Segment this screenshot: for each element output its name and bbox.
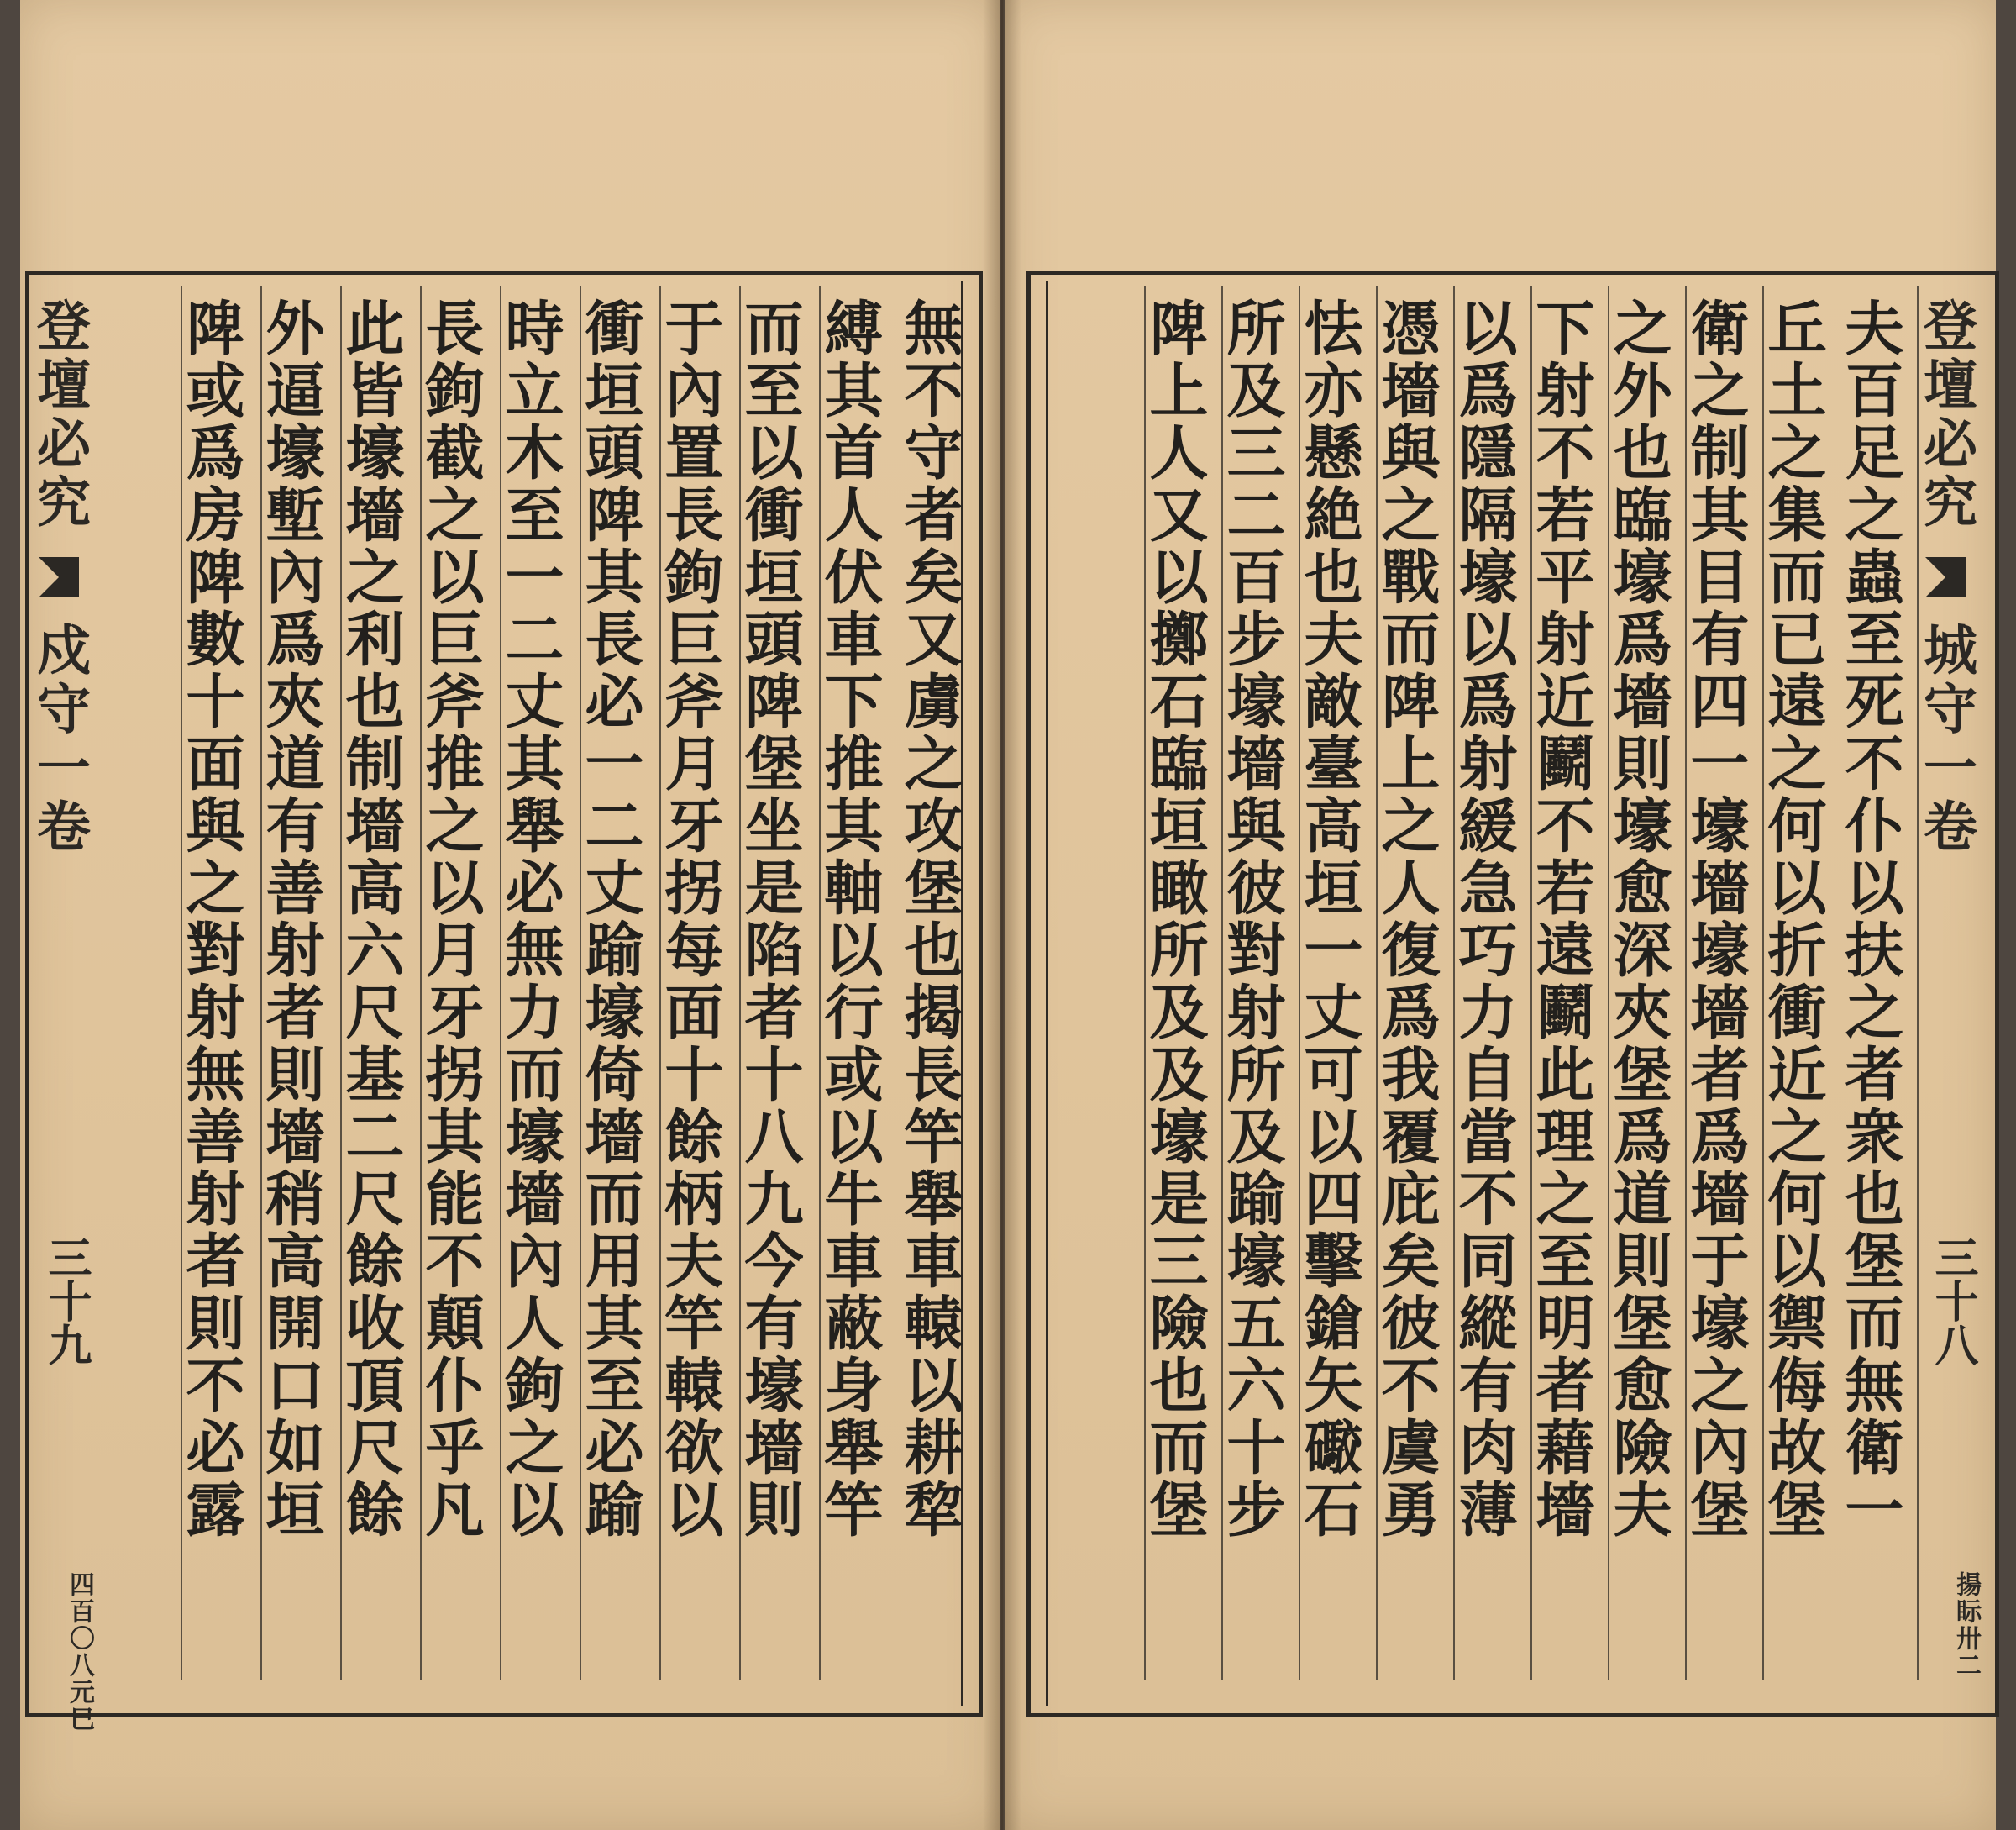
right-margin-column xyxy=(1914,286,1984,1680)
left-text-column-10: 陴或爲房陴數十面與之對射無善射者則不必露 xyxy=(181,286,241,1680)
left-section-label: 戍守一卷 xyxy=(28,622,91,857)
fishtail-mark-icon xyxy=(39,557,79,597)
right-margin-title: 登壇必究 xyxy=(1914,297,1977,533)
left-page-number: 三十九 xyxy=(40,1235,92,1366)
left-text-column-3: 而至以衝垣頭陴堡坐是陷者十八九今有壕墻則 xyxy=(739,286,800,1680)
right-text-column-5: 下射不若平射近鬬不若遠鬬此理之至明者藉墻 xyxy=(1530,286,1591,1680)
left-text-column-5: 衝垣頭陴其長必一二丈踰壕倚墻而用其至必踰 xyxy=(580,286,640,1680)
right-text-column-3: 衛之制其目有四一壕墻壕墻者爲墻于壕之內堡 xyxy=(1685,286,1746,1680)
right-text-column-1: 夫百足之蟲至死不仆以扶之者衆也堡而無衛一 xyxy=(1835,297,1905,1541)
left-margin-title: 登壇必究 xyxy=(28,297,91,533)
right-text-column-10: 陴上人又以擲石臨垣瞰所及及壕是三險也而堡 xyxy=(1144,286,1205,1680)
left-text-column-9: 外逼壕塹內爲夾道有善射者則墻稍高開口如垣 xyxy=(260,286,321,1680)
right-text-column-7: 憑墻與之戰而陴上之人復爲我覆庇矣彼不虞勇 xyxy=(1376,286,1436,1680)
right-text-column-8: 怯亦懸絶也夫敵臺高垣一丈可以四擊鎗矢礮石 xyxy=(1299,286,1359,1680)
left-text-column-7: 長鉤截之以巨斧推之以月牙拐其能不顛仆乎凡 xyxy=(420,286,480,1680)
fishtail-mark-icon xyxy=(1925,557,1966,597)
right-section-label: 城守一卷 xyxy=(1914,622,1977,857)
left-text-column-4: 于內置長鉤巨斧月牙拐每面十餘柄夫竿轅欲以 xyxy=(659,286,720,1680)
left-text-column-6: 時立木至一二丈其舉必無力而壕墻內人鉤之以 xyxy=(500,286,560,1680)
left-text-column-2: 縛其首人伏車下推其軸以行或以牛車蔽身舉竿 xyxy=(819,286,879,1680)
left-small-note: 四百〇八元巳 xyxy=(65,1571,94,1733)
right-text-column-2: 丘土之集而已遠之何以折衝近之何以禦侮故堡 xyxy=(1762,286,1823,1680)
right-page-number: 三十八 xyxy=(1927,1235,1978,1366)
right-text-column-4: 之外也臨壕爲墻則壕愈深夾堡爲道則堡愈險夫 xyxy=(1608,286,1668,1680)
right-small-note: 揚眎卅二 xyxy=(1951,1571,1981,1679)
left-margin-column xyxy=(28,286,97,1733)
left-text-column-1: 無不守者矣又虜之攻堡也揭長竿舉車轅以耕犂 xyxy=(895,297,964,1541)
left-text-column-8: 此皆壕墻之利也制墻高六尺基二尺餘收頂尺餘 xyxy=(340,286,401,1680)
binding-gutter xyxy=(983,0,1021,1830)
right-text-column-6: 以爲隱隔壕以爲射緩急巧力自當不同縱有肉薄 xyxy=(1453,286,1514,1680)
right-text-column-9: 所及三二百步壕墻與彼對射所及踰壕五六十步 xyxy=(1221,286,1282,1680)
